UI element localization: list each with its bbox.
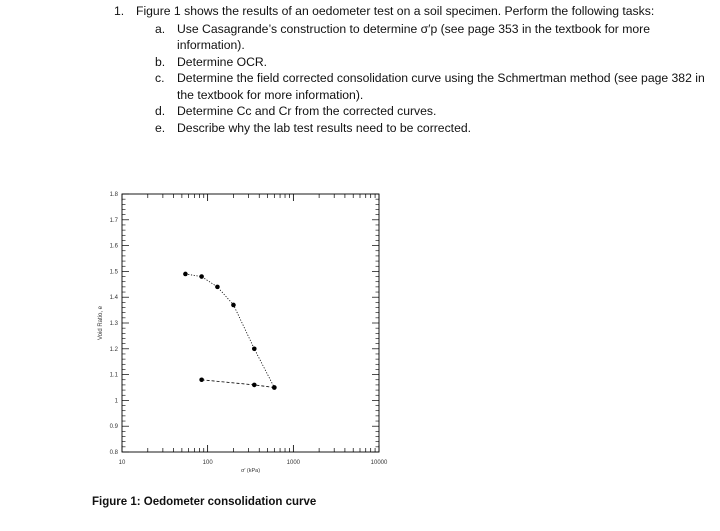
y-tick-label: 1.8 <box>109 192 118 198</box>
data-point <box>252 347 257 352</box>
x-tick-label: 100 <box>202 460 213 466</box>
series-line-unloading <box>202 380 275 388</box>
figure-caption: Figure 1: Oedometer consolidation curve <box>92 496 317 508</box>
series-line-loading <box>185 274 274 388</box>
x-tick-label: 10 <box>118 460 126 466</box>
data-point <box>231 303 236 308</box>
y-tick-label: 1.4 <box>109 295 118 302</box>
y-tick-label: 1.7 <box>109 217 118 224</box>
y-tick-label: 1.3 <box>109 321 118 327</box>
y-tick-label: 1.1 <box>109 372 118 379</box>
data-point <box>199 274 204 279</box>
data-point <box>199 377 204 382</box>
task-text: Use Casagrande’s construction to determine σ′p (see page 353 in the textbook for more information). <box>177 21 650 52</box>
task-text: Determine Cc and Cr from the corrected curves. <box>177 104 437 118</box>
question-stem: Figure 1 shows the results of an oedometer test on a soil specimen. Perform the following tasks: <box>136 4 655 18</box>
task-text: Determine the field corrected consolidation curve using the Schmertman method (see page 382 in the textbook for more information). <box>177 71 705 102</box>
task-label: d. <box>155 104 166 118</box>
x-tick-label: 1000 <box>286 460 301 466</box>
task-text: Determine OCR. <box>177 54 268 69</box>
y-tick-label: 0.8 <box>109 450 118 456</box>
task-label: e. <box>155 120 166 135</box>
y-tick-label: 1.6 <box>109 243 118 250</box>
plot-frame <box>122 194 379 452</box>
y-tick-label: 1.2 <box>109 346 118 353</box>
y-tick-label: 0.9 <box>109 424 118 431</box>
y-tick-label: 1.5 <box>109 269 118 276</box>
task-label: b. <box>155 54 166 69</box>
x-axis-label: σ′ (kPa) <box>240 468 261 474</box>
question-number: 1. <box>114 4 125 18</box>
task-text: Describe why the lab test results need to be corrected. <box>177 120 472 135</box>
task-label: c. <box>155 71 165 85</box>
data-point <box>183 272 188 277</box>
data-point <box>272 385 277 390</box>
task-label: a. <box>155 21 166 36</box>
y-axis-label: Void Ratio, e <box>98 305 104 341</box>
y-tick-label: 1 <box>114 398 118 405</box>
data-point <box>252 383 257 388</box>
x-tick-label: 10000 <box>370 460 388 466</box>
data-point <box>215 285 220 290</box>
